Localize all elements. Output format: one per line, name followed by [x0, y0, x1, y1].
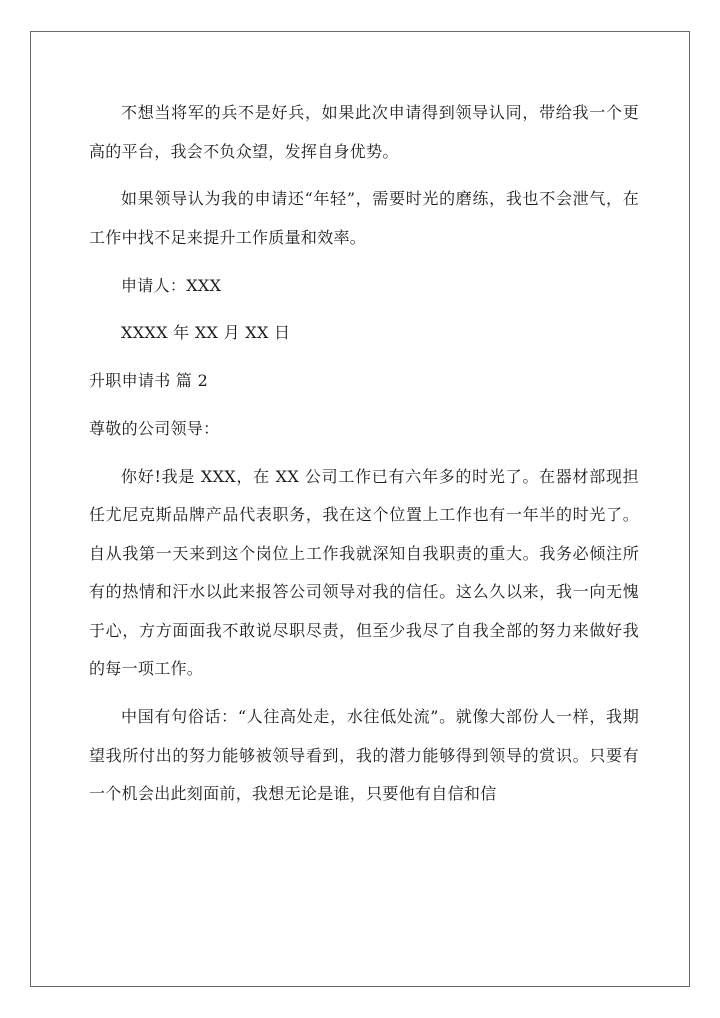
salutation: 尊敬的公司领导： [89, 418, 220, 438]
date-line: XXXX 年 XX 月 XX 日 [121, 323, 291, 343]
paragraph-proverb: 中国有句俗话：“人往高处走，水往低处流”。就像大部份人一样，我期望我所付出的努力能够被领导看到，我的潜力能够得到领导的赏识。只要有一个机会出此刻面前，我想无论是谁，只要他有自信和信 [89, 707, 639, 804]
paragraph-introduction: 你好!我是 XXX，在 XX 公司工作已有六年多的时光了。在器材部现担任尤尼克斯品牌产品代表职务，我在这个位置上工作也有一年半的时光了。自从我第一天来到这个岗位上工作我就深知自我职责的重大。我务必倾注所有的热情和汗水以此来报答公司领导对我的信任。这么久以来，我一向无愧于心，方方面面我不敢说尽职尽责，但至少我尽了自我全部的努力来做好我的每一项工作。 [89, 466, 639, 679]
document-body [89, 94, 639, 823]
applicant-signature: 申请人：XXX [121, 275, 222, 295]
paragraph-ambition: 不想当将军的兵不是好兵，如果此次申请得到领导认同，带给我一个更高的平台，我会不负众望，发挥自身优势。 [89, 103, 639, 161]
paragraph-not-discouraged: 如果领导认为我的申请还“年轻”，需要时光的磨练，我也不会泄气，在工作中找不足来提升工作质量和效率。 [89, 189, 639, 247]
section-title: 升职申请书 篇 2 [89, 371, 209, 391]
